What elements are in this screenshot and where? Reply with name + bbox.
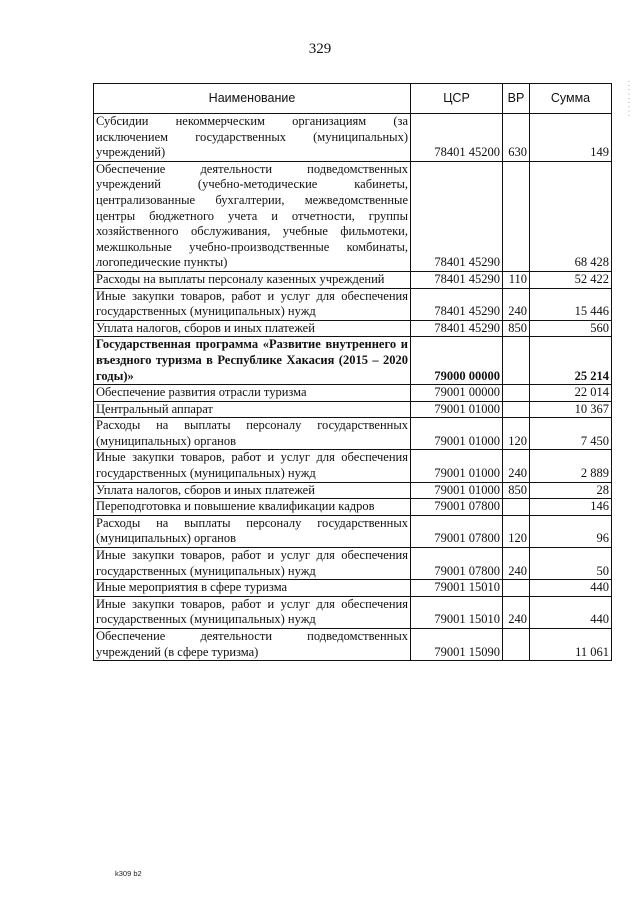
cell-sum: 149 (530, 114, 612, 162)
table-row (94, 385, 612, 402)
cell-vr (503, 401, 530, 418)
margin-scan-marks: · · · · · · · · · (625, 80, 632, 117)
cell-vr (503, 580, 530, 597)
cell-sum: 68 428 (530, 161, 612, 271)
cell-sum: 22 014 (530, 385, 612, 402)
header-name: Наименование (94, 84, 411, 114)
cell-vr: 120 (503, 515, 530, 547)
cell-csr: 79001 07800 (411, 499, 503, 516)
cell-sum: 50 (530, 548, 612, 580)
cell-sum: 96 (530, 515, 612, 547)
cell-name: Иные закупки товаров, работ и услуг для обеспечения государственных (муниципальных) нужд (94, 548, 411, 580)
cell-name: Государственная программа «Развитие внутреннего и въездного туризма в Республике Хакасия (2015 – 2020 годы)» (94, 337, 411, 385)
table-row (94, 320, 612, 337)
cell-vr (503, 161, 530, 271)
cell-sum: 2 889 (530, 450, 612, 482)
cell-csr: 78401 45290 (411, 161, 503, 271)
cell-sum: 10 367 (530, 401, 612, 418)
cell-vr: 850 (503, 320, 530, 337)
table-row (94, 629, 612, 661)
cell-csr: 78401 45290 (411, 288, 503, 320)
table-row (94, 401, 612, 418)
cell-name: Субсидии некоммерческим организациям (за исключением государственных (муниципальных) учреждений) (94, 114, 411, 162)
cell-vr: 240 (503, 596, 530, 628)
budget-table (93, 83, 612, 661)
cell-sum: 560 (530, 320, 612, 337)
table-row (94, 580, 612, 597)
cell-sum: 25 214 (530, 337, 612, 385)
cell-vr (503, 629, 530, 661)
cell-name: Уплата налогов, сборов и иных платежей (94, 320, 411, 337)
cell-vr: 110 (503, 271, 530, 288)
table-header-row (94, 84, 612, 114)
cell-csr: 78401 45200 (411, 114, 503, 162)
cell-csr: 79001 01000 (411, 401, 503, 418)
cell-name: Обеспечение деятельности подведомственных учреждений (в сфере туризма) (94, 629, 411, 661)
header-sum: Сумма (530, 84, 612, 114)
header-vr: ВР (503, 84, 530, 114)
cell-name: Расходы на выплаты персоналу государственных (муниципальных) органов (94, 515, 411, 547)
cell-csr: 79001 07800 (411, 515, 503, 547)
cell-name: Уплата налогов, сборов и иных платежей (94, 482, 411, 499)
table-row (94, 288, 612, 320)
cell-sum: 15 446 (530, 288, 612, 320)
cell-sum: 440 (530, 596, 612, 628)
table-row (94, 596, 612, 628)
cell-csr: 79001 15010 (411, 596, 503, 628)
cell-csr: 78401 45290 (411, 271, 503, 288)
table-row (94, 482, 612, 499)
cell-csr: 79001 00000 (411, 385, 503, 402)
table-row (94, 548, 612, 580)
cell-name: Иные закупки товаров, работ и услуг для обеспечения государственных (муниципальных) нужд (94, 288, 411, 320)
cell-name: Иные закупки товаров, работ и услуг для обеспечения государственных (муниципальных) нужд (94, 450, 411, 482)
cell-csr: 79001 15010 (411, 580, 503, 597)
cell-vr: 630 (503, 114, 530, 162)
cell-csr: 78401 45290 (411, 320, 503, 337)
cell-vr: 120 (503, 418, 530, 450)
page-number: 329 (308, 41, 332, 57)
cell-name: Расходы на выплаты персоналу государственных (муниципальных) органов (94, 418, 411, 450)
cell-vr: 240 (503, 450, 530, 482)
cell-name: Центральный аппарат (94, 401, 411, 418)
cell-sum: 146 (530, 499, 612, 516)
table-row (94, 271, 612, 288)
cell-csr: 79001 01000 (411, 418, 503, 450)
cell-sum: 11 061 (530, 629, 612, 661)
cell-csr: 79000 00000 (411, 337, 503, 385)
cell-csr: 79001 01000 (411, 450, 503, 482)
header-csr: ЦСР (411, 84, 503, 114)
cell-vr: 850 (503, 482, 530, 499)
cell-name: Расходы на выплаты персоналу казенных учреждений (94, 271, 411, 288)
cell-vr (503, 385, 530, 402)
cell-vr (503, 337, 530, 385)
cell-name: Обеспечение развития отрасли туризма (94, 385, 411, 402)
table-row (94, 499, 612, 516)
table-row (94, 337, 612, 385)
cell-csr: 79001 07800 (411, 548, 503, 580)
cell-vr: 240 (503, 548, 530, 580)
cell-vr: 240 (503, 288, 530, 320)
cell-vr (503, 499, 530, 516)
table-row (94, 450, 612, 482)
cell-sum: 440 (530, 580, 612, 597)
cell-csr: 79001 15090 (411, 629, 503, 661)
table-row (94, 161, 612, 271)
cell-name: Иные мероприятия в сфере туризма (94, 580, 411, 597)
footer-code: k309 b2 (115, 869, 142, 878)
cell-name: Переподготовка и повышение квалификации кадров (94, 499, 411, 516)
cell-name: Обеспечение деятельности подведомственных учреждений (учебно-методические кабинеты, централизованные бухгалтерии, межведомственные центры бюджетного учета и отчетности, группы хозяйственного обслуживания, учебные фильмотеки, межшкольные учебно-производственные комбинаты, логопедические пункты) (94, 161, 411, 271)
cell-sum: 52 422 (530, 271, 612, 288)
cell-sum: 28 (530, 482, 612, 499)
cell-csr: 79001 01000 (411, 482, 503, 499)
table-row (94, 114, 612, 162)
table-row (94, 515, 612, 547)
cell-sum: 7 450 (530, 418, 612, 450)
cell-name: Иные закупки товаров, работ и услуг для обеспечения государственных (муниципальных) нужд (94, 596, 411, 628)
table-row (94, 418, 612, 450)
